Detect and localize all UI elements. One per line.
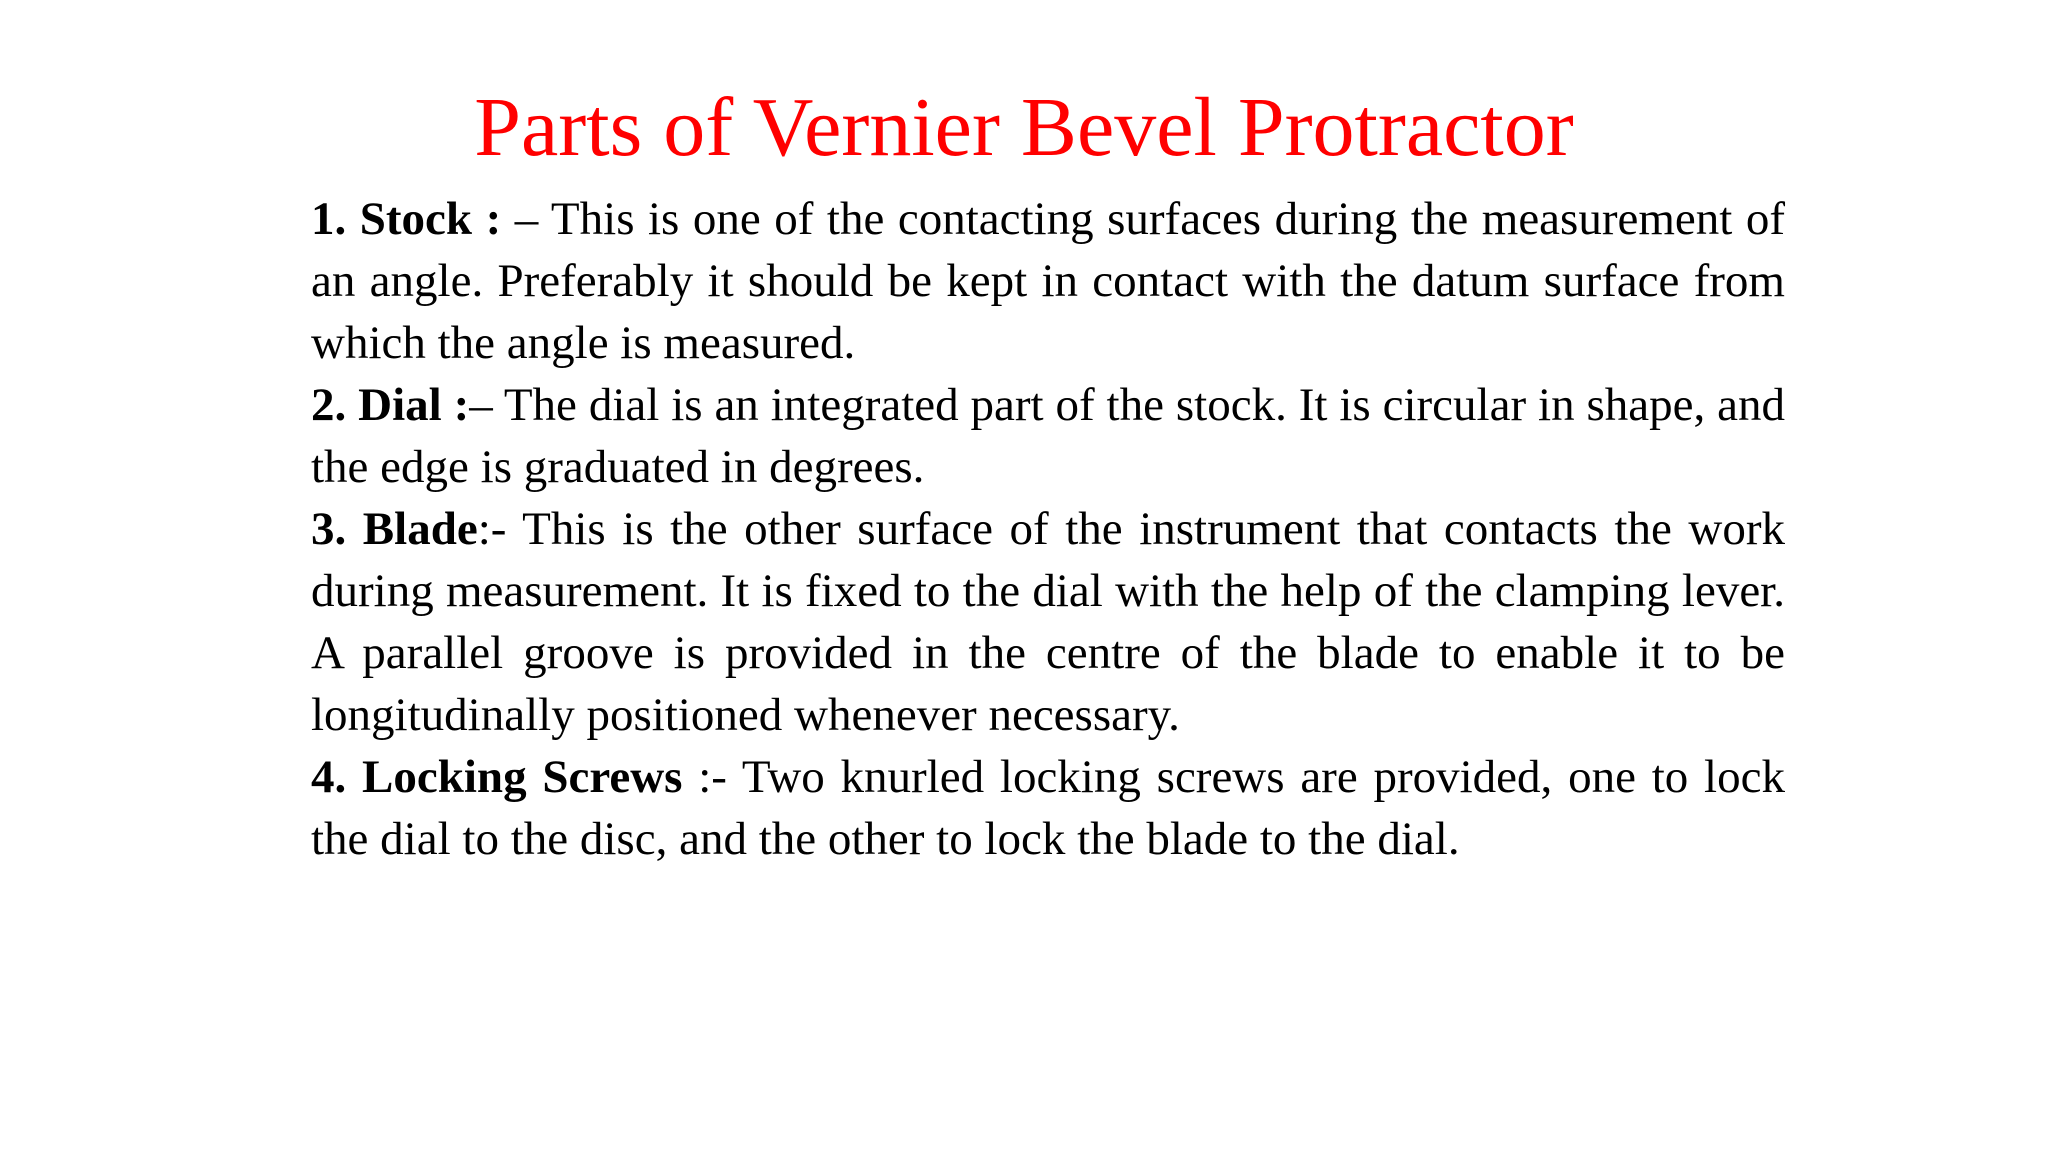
part-term: 3. Blade [311, 503, 478, 555]
slide-title: Parts of Vernier Bevel Protractor [474, 81, 1574, 174]
part-separator: :- [682, 751, 742, 803]
part-separator: – [469, 379, 504, 431]
part-description: Two knurled locking screws are provided, one to lock the dial to the disc, and the other to lock the blade to the dial. [311, 751, 1785, 865]
part-term: 2. Dial : [311, 379, 470, 431]
part-term: 1. Stock : [311, 193, 502, 245]
part-item-dial [311, 374, 1785, 498]
part-term: 4. Locking Screws [311, 751, 683, 803]
parts-list [311, 188, 1785, 870]
part-description: This is one of the contacting surfaces during the measurement of an angle. Preferably it should be kept in contact with the datum surface from which the angle is measured. [311, 193, 1785, 369]
part-description: This is the other surface of the instrument that contacts the work during measurement. It is fixed to the dial with the help of the clamping lever. A parallel groove is provided in the centre of the blade to enable it to be longitudinally positioned whenever necessary. [311, 503, 1785, 741]
part-item-stock [311, 188, 1785, 374]
part-separator: :- [477, 503, 523, 555]
part-item-blade [311, 498, 1785, 746]
part-separator: – [501, 193, 551, 245]
part-description: The dial is an integrated part of the stock. It is circular in shape, and the edge is graduated in degrees. [311, 379, 1785, 493]
part-item-locking-screws [311, 746, 1785, 870]
